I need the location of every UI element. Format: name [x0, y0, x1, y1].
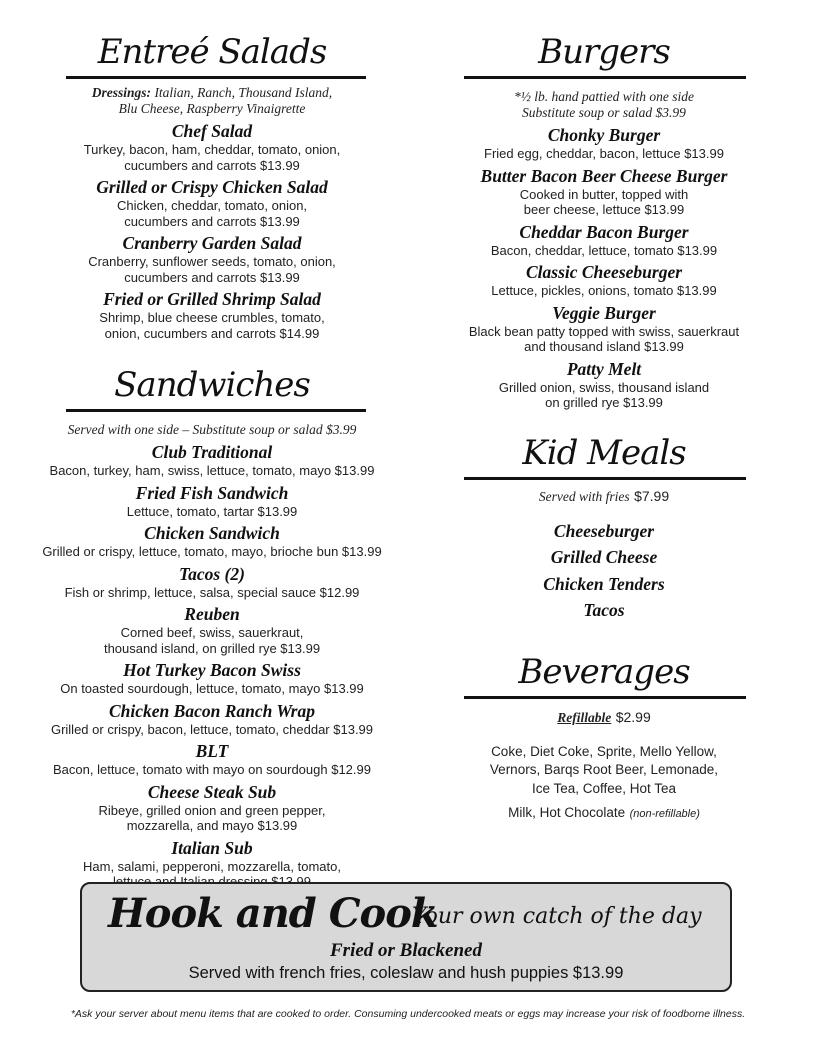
menu-item-description: On toasted sourdough, lettuce, tomato, mayo $13.99 — [60, 681, 364, 696]
menu-item-name: Fried or Grilled Shrimp Salad — [103, 289, 321, 309]
menu-item — [22, 564, 402, 601]
menu-item — [456, 359, 752, 411]
kid-meals-price: $7.99 — [634, 487, 670, 504]
menu-item-name: Cheese Steak Sub — [147, 781, 277, 802]
beverage-line-3: Ice Tea, Coffee, Hot Tea — [531, 780, 677, 796]
burgers-note-line1: *½ lb. hand pattied with one side — [514, 89, 694, 104]
refillable-price: $2.99 — [615, 708, 651, 725]
menu-item — [22, 523, 402, 560]
dressings-label: Dressings: — [91, 85, 152, 100]
right-column — [456, 30, 752, 823]
kid-meals-rule — [464, 477, 746, 480]
menu-item — [22, 782, 402, 834]
kid-meals-heading: Kid Meals — [522, 432, 686, 473]
menu-item-description: Bacon, cheddar, lettuce, tomato $13.99 — [490, 242, 718, 258]
kid-meals-note-text: Served with fries — [538, 488, 630, 504]
dressings-note — [22, 85, 402, 117]
kid-meals-note — [456, 488, 752, 506]
menu-item — [22, 741, 402, 778]
menu-item — [22, 177, 402, 229]
menu-item-description: Fried egg, cheddar, bacon, lettuce $13.99 — [484, 146, 724, 161]
menu-item-name: Veggie Burger — [552, 302, 656, 323]
sandwiches-heading: Sandwiches — [114, 365, 310, 405]
dressings-line2: Blu Cheese, Raspberry Vinaigrette — [118, 101, 306, 116]
menu-item-description: Ribeye, grilled onion and green pepper, — [98, 802, 326, 818]
menu-item-description: Cranberry, sunflower seeds, tomato, onion, — [88, 254, 336, 269]
menu-item — [22, 701, 402, 738]
menu-item-description: Lettuce, pickles, onions, tomato $13.99 — [491, 283, 717, 298]
menu-item-description: cucumbers and carrots $13.99 — [124, 269, 300, 285]
menu-item-description: Fish or shrimp, lettuce, salsa, special sauce $12.99 — [64, 584, 360, 600]
menu-item-description: cucumbers and carrots $13.99 — [124, 157, 300, 173]
hook-and-cook-title: Hook and Cook — [108, 890, 438, 937]
menu-item-name: Patty Melt — [566, 358, 642, 379]
burger-list — [456, 125, 752, 411]
menu-item — [456, 262, 752, 299]
menu-item-description: Lettuce, tomato, tartar $13.99 — [126, 503, 298, 519]
menu-item-description: cucumbers and carrots $13.99 — [124, 213, 300, 229]
menu-item — [456, 125, 752, 162]
menu-item-name: Tacos (2) — [179, 563, 245, 584]
hook-and-cook-options: Fried or Blackened — [330, 940, 482, 961]
menu-item-name: Classic Cheeseburger — [525, 262, 683, 282]
kid-meal-item: Cheeseburger — [553, 520, 655, 541]
menu-item-name: Hot Turkey Bacon Swiss — [123, 660, 301, 680]
sandwich-list — [22, 442, 402, 890]
entree-salads-rule — [66, 76, 366, 79]
menu-item-description: Cooked in butter, topped with — [519, 186, 689, 202]
menu-item-name: Reuben — [184, 604, 240, 624]
beverage-line-2: Vernors, Barqs Root Beer, Lemonade, — [489, 762, 719, 777]
menu-item-description: Grilled or crispy, lettuce, tomato, mayo, brioche bun $13.99 — [42, 544, 382, 559]
menu-item-name: Italian Sub — [171, 837, 253, 858]
menu-item-description: Turkey, bacon, ham, cheddar, tomato, onion, — [83, 142, 341, 157]
menu-item-description: Shrimp, blue cheese crumbles, tomato, — [99, 310, 325, 325]
menu-item-name: Grilled or Crispy Chicken Salad — [96, 177, 328, 197]
menu-item-description: thousand island, on grilled rye $13.99 — [103, 640, 321, 656]
menu-item-description: mozzarella, and mayo $13.99 — [126, 818, 298, 833]
menu-item-description: onion, cucumbers and carrots $14.99 — [104, 325, 320, 341]
entree-salads-heading: Entreé Salads — [97, 32, 327, 72]
menu-item-name: Chonky Burger — [547, 125, 661, 145]
dressings-line1: Italian, Ranch, Thousand Island, — [154, 85, 333, 100]
milk-row — [456, 804, 752, 823]
menu-item-description: Corned beef, swiss, sauerkraut, — [120, 625, 304, 640]
menu-item — [22, 660, 402, 697]
menu-item-description: Grilled or crispy, bacon, lettuce, tomato, cheddar $13.99 — [50, 721, 374, 737]
kid-meal-item: Grilled Cheese — [550, 547, 658, 567]
kid-meal-item: Tacos — [583, 600, 625, 620]
burgers-note — [456, 89, 752, 121]
menu-item — [456, 222, 752, 259]
menu-item-name: Chef Salad — [171, 121, 253, 141]
menu-item-description: on grilled rye $13.99 — [545, 395, 663, 410]
beverage-line-1: Coke, Diet Coke, Sprite, Mello Yellow, — [491, 743, 717, 759]
menu-item-name: Chicken Sandwich — [144, 523, 280, 543]
beverages-rule — [464, 696, 746, 699]
sandwiches-rule — [66, 409, 366, 412]
menu-item-description: Black bean patty topped with swiss, sauerkraut — [468, 323, 740, 339]
burgers-note-line2: Substitute soup or salad $3.99 — [522, 105, 686, 120]
menu-item — [22, 604, 402, 656]
menu-item-description: Bacon, lettuce, tomato with mayo on sourdough $12.99 — [53, 762, 371, 777]
menu-item-name: Fried Fish Sandwich — [135, 482, 289, 503]
menu-item-description: Grilled onion, swiss, thousand island — [498, 379, 710, 395]
menu-item — [22, 483, 402, 520]
refillable-row — [456, 709, 752, 727]
menu-item-description: and thousand island $13.99 — [524, 339, 684, 354]
refillable-label: Refillable — [557, 709, 612, 725]
kid-meals-list — [456, 518, 752, 624]
menu-item-description: Bacon, turkey, ham, swiss, lettuce, tomato, mayo $13.99 — [49, 463, 375, 478]
menu-item-name: Cheddar Bacon Burger — [519, 221, 689, 242]
menu-item-name: Chicken Bacon Ranch Wrap — [109, 700, 315, 721]
milk-text: Milk, Hot Chocolate — [508, 805, 626, 820]
left-column — [22, 30, 402, 890]
non-refillable-note: (non-refillable) — [629, 808, 700, 820]
hook-and-cook-box — [80, 882, 732, 992]
beverages-heading: Beverages — [518, 651, 690, 692]
menu-item-name: BLT — [195, 741, 229, 761]
hook-and-cook-subtitle: Your own catch of the day — [412, 904, 702, 929]
sandwiches-note: Served with one side – Substitute soup or salad $3.99 — [67, 422, 357, 437]
kid-meal-item: Chicken Tenders — [543, 573, 665, 594]
menu-item — [22, 289, 402, 341]
salad-list — [22, 121, 402, 341]
hook-and-cook-served: Served with french fries, coleslaw and hush puppies $13.99 — [188, 964, 624, 982]
menu-item-name: Club Traditional — [151, 442, 273, 462]
menu-item-description: Ham, salami, pepperoni, mozzarella, tomato, — [83, 858, 341, 874]
menu-item-name: Cranberry Garden Salad — [122, 233, 302, 253]
beverage-list — [456, 743, 752, 799]
menu-item — [456, 303, 752, 355]
menu-item-description: Chicken, cheddar, tomato, onion, — [116, 198, 308, 213]
menu-item-name: Butter Bacon Beer Cheese Burger — [480, 165, 728, 186]
food-safety-disclaimer: *Ask your server about menu items that are cooked to order. Consuming undercooked meats or eggs may increase your risk of foodborne illness. — [70, 1008, 746, 1020]
menu-item — [22, 233, 402, 285]
menu-item-description: beer cheese, lettuce $13.99 — [523, 202, 685, 217]
menu-item — [456, 166, 752, 218]
menu-item — [22, 442, 402, 479]
burgers-rule — [464, 76, 746, 79]
burgers-heading: Burgers — [538, 32, 670, 72]
menu-item — [22, 121, 402, 173]
